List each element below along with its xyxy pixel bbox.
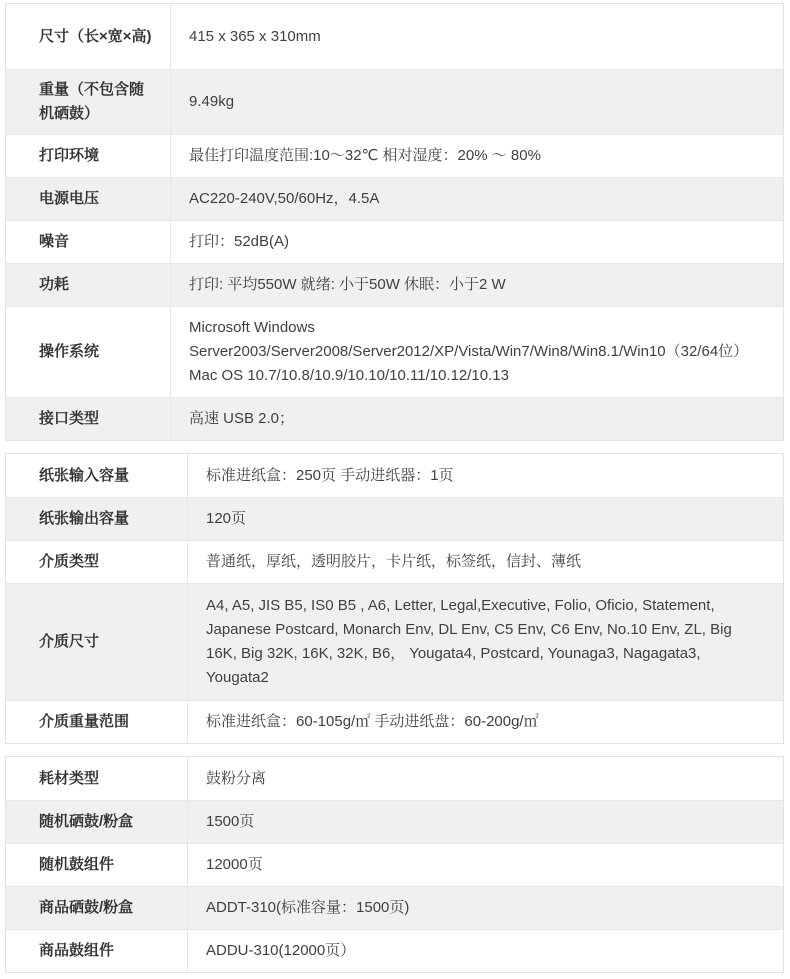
- spec-label: [6, 701, 188, 743]
- spec-label: [6, 930, 188, 972]
- spec-row-media-weight-range: [6, 700, 783, 743]
- spec-label: [6, 178, 171, 220]
- consumable-specs-table: [5, 756, 784, 973]
- spec-value: [188, 541, 783, 583]
- spec-row-commercial-toner-cartridge: [6, 886, 783, 929]
- spec-value-text: Microsoft Windows Server2003/Server2008/Server2012/XP/Vista/Win7/Win8/Win8.1/Win10（32/64位） Mac OS 10.7/10.8/10.9/10.10/10.11/10.12/10.13: [189, 319, 749, 384]
- spec-label-text: 打印环境: [39, 147, 100, 164]
- spec-row-print-environment: [6, 134, 783, 177]
- spec-value: [188, 844, 783, 886]
- spec-value: [188, 801, 783, 843]
- paper-specs-table: [5, 453, 784, 744]
- spec-label-text: 操作系统: [39, 343, 100, 360]
- spec-row-interface-type: [6, 397, 783, 440]
- spec-label: [6, 307, 171, 397]
- spec-value-text: 415 x 365 x 310mm: [189, 27, 321, 45]
- spec-row-consumable-type: [6, 757, 783, 800]
- spec-value-text: 9.49kg: [189, 93, 235, 110]
- spec-row-media-size: [6, 583, 783, 700]
- spec-label-text: 随机鼓组件: [39, 856, 115, 873]
- spec-label: [6, 70, 171, 134]
- spec-value: [171, 4, 783, 69]
- spec-label-text: 功耗: [39, 276, 70, 293]
- spec-label: [6, 221, 171, 263]
- spec-row-weight: [6, 69, 783, 134]
- spec-label: [6, 757, 188, 800]
- spec-value-text: 标准进纸盒：250页 手动进纸器：1页: [206, 466, 454, 484]
- spec-row-power-voltage: [6, 177, 783, 220]
- spec-label: [6, 135, 171, 177]
- spec-row-noise: [6, 220, 783, 263]
- spec-value: [171, 398, 783, 440]
- spec-label: [6, 844, 188, 886]
- spec-row-paper-input-capacity: [6, 454, 783, 497]
- spec-row-media-type: [6, 540, 783, 583]
- spec-value-text: 标准进纸盒：60-105g/㎡ 手动进纸盘：60-200g/㎡: [206, 713, 539, 730]
- spec-value-text: 打印：52dB(A): [189, 233, 290, 250]
- spec-label: [6, 264, 171, 306]
- spec-label-text: 尺寸（长×宽×高): [39, 27, 152, 45]
- spec-label: [6, 801, 188, 843]
- spec-value-text: AC220-240V,50/60Hz，4.5A: [189, 190, 380, 207]
- spec-value-text: 高速 USB 2.0；: [189, 410, 295, 427]
- spec-label-text: 接口类型: [39, 410, 100, 427]
- spec-label: [6, 454, 188, 497]
- spec-label-text: 电源电压: [39, 190, 100, 207]
- spec-label: [6, 584, 188, 700]
- spec-label-text: 噪音: [39, 233, 70, 250]
- spec-label-text: 纸张输出容量: [39, 510, 130, 527]
- spec-value-text: 1500页: [206, 813, 255, 830]
- spec-value-text: 打印: 平均550W 就绪: 小于50W 休眠：小于2 W: [189, 276, 506, 293]
- spec-row-starter-toner-cartridge: [6, 800, 783, 843]
- spec-value: [188, 930, 783, 972]
- spec-value: [188, 701, 783, 743]
- spec-value: [188, 757, 783, 800]
- spec-value-text: 120页: [206, 510, 247, 527]
- spec-value: [171, 221, 783, 263]
- spec-label: [6, 398, 171, 440]
- spec-value-text: A4, A5, JIS B5, IS0 B5 , A6, Letter, Legal,Executive, Folio, Oficio, Statement, Japanese Postcard, Monarch Env, DL Env, C5 Env, C6 Env, No.10 Env, ZL, Big 16K, Big 32K, 16K, 32K, B6， Yougata4, Postcard, Younaga3, Nagagata3, Yougata2: [206, 597, 732, 686]
- spec-value: [188, 454, 783, 497]
- basic-specs-table: [5, 3, 784, 441]
- spec-value: [171, 135, 783, 177]
- spec-label-text: 重量（不包含随机硒鼓）: [39, 81, 145, 122]
- spec-value-text: ADDU-310(12000页）: [206, 942, 356, 959]
- spec-row-commercial-drum-unit: [6, 929, 783, 972]
- spec-label: [6, 498, 188, 540]
- spec-value-text: 普通纸，厚纸，透明胶片，卡片纸，标签纸，信封、薄纸: [206, 553, 582, 570]
- spec-value: [188, 498, 783, 540]
- spec-label-text: 商品鼓组件: [39, 942, 115, 959]
- spec-label-text: 介质重量范围: [39, 713, 130, 730]
- spec-value: [171, 178, 783, 220]
- spec-value: [188, 887, 783, 929]
- spec-row-operating-system: [6, 306, 783, 397]
- spec-value: [188, 584, 783, 700]
- spec-row-starter-drum-unit: [6, 843, 783, 886]
- spec-row-power-consumption: [6, 263, 783, 306]
- spec-value: [171, 307, 783, 397]
- spec-label-text: 商品硒鼓/粉盒: [39, 899, 134, 916]
- spec-value-text: ADDT-310(标准容量：1500页): [206, 899, 410, 916]
- spec-label-text: 耗材类型: [39, 769, 100, 787]
- spec-label: [6, 4, 171, 69]
- spec-value: [171, 264, 783, 306]
- spec-label-text: 介质尺寸: [39, 633, 100, 650]
- spec-label: [6, 541, 188, 583]
- spec-value: [171, 70, 783, 134]
- spec-row-paper-output-capacity: [6, 497, 783, 540]
- spec-label-text: 随机硒鼓/粉盒: [39, 813, 134, 830]
- spec-value-text: 12000页: [206, 856, 263, 873]
- spec-value-text: 最佳打印温度范围:10～32℃ 相对湿度：20% ～ 80%: [189, 147, 541, 164]
- spec-label: [6, 887, 188, 929]
- spec-label-text: 介质类型: [39, 553, 100, 570]
- spec-value-text: 鼓粉分离: [206, 769, 267, 787]
- spec-row-dimensions: [6, 4, 783, 69]
- spec-label-text: 纸张输入容量: [39, 466, 130, 484]
